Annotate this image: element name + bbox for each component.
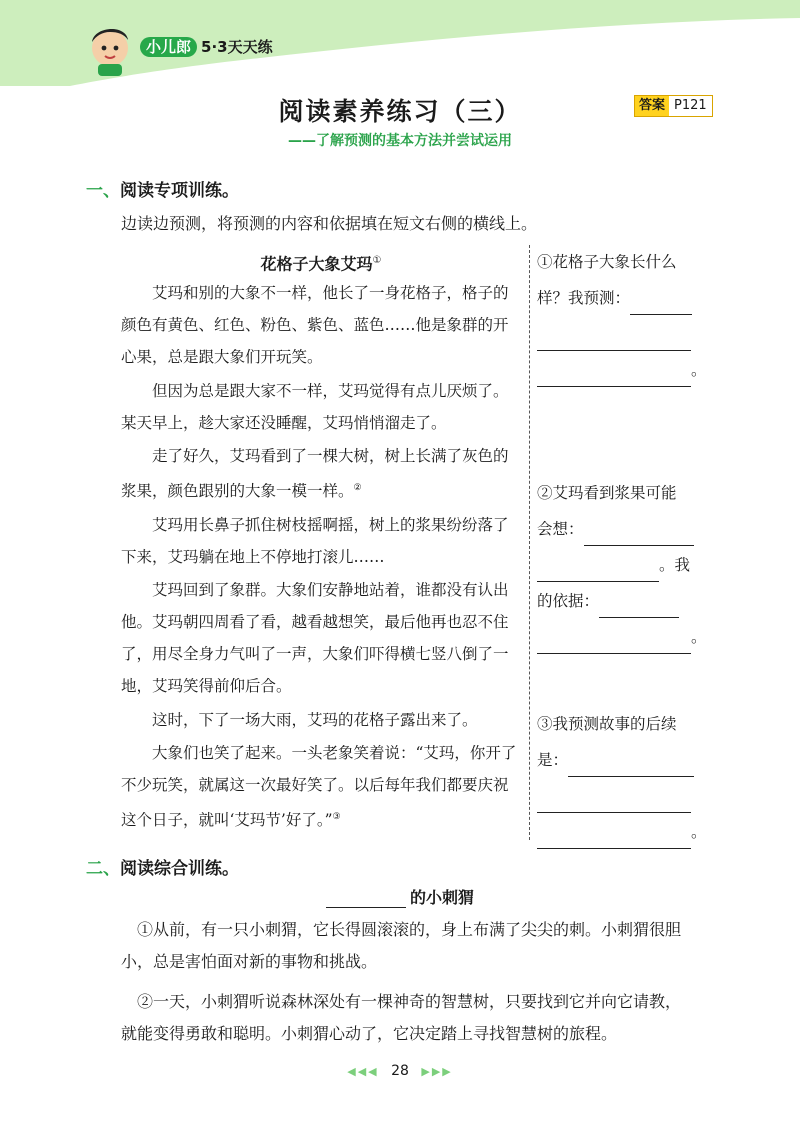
question-text: 会想：: [537, 520, 584, 538]
paragraph-text: 这时，下了一场大雨，艾玛的花格子露出来了。: [152, 710, 478, 729]
footnote-mark-1: ①: [372, 255, 382, 266]
section2-title: 阅读综合训练。: [120, 859, 239, 879]
story-paragraph: [121, 574, 521, 702]
story-paragraph: [121, 737, 521, 836]
question-text: 是：: [537, 751, 569, 769]
paragraph-text: 但因为总是跟大家不一样，艾玛觉得有点儿厌烦了。某天早上，趁大家还没睡醒，艾玛悄悄溜走了。: [121, 381, 509, 432]
question-end: 。: [691, 361, 707, 379]
answer-label: 答案: [635, 96, 669, 116]
page-title: 阅读素养练习（三）: [278, 97, 522, 126]
story2-title: [0, 885, 800, 908]
section1-heading: [86, 176, 239, 201]
answer-blank[interactable]: [537, 559, 659, 582]
answer-blank[interactable]: [584, 523, 694, 546]
section2-number: 二、: [86, 859, 120, 879]
series-name: 5·3天天练: [201, 38, 273, 56]
section1-number: 一、: [86, 181, 120, 201]
page-number: 28: [391, 1063, 409, 1079]
paragraph-text: 艾玛用长鼻子抓住树枝摇啊摇，树上的浆果纷纷落了下来，艾玛躺在地上不停地打滚儿……: [121, 515, 509, 566]
paragraph-text: 大象们也笑了起来。一头老象笑着说：“艾玛，你开了不少玩笑，就属这一次最好笑了。以后每年我们都要庆祝这个日子，就叫‘艾玛节’好了。”: [121, 744, 517, 830]
question-text: ③我预测故事的后续: [537, 715, 677, 733]
answer-blank[interactable]: [537, 631, 691, 654]
paragraph-text: 艾玛回到了象群。大象们安静地站着，谁都没有认出他。艾玛朝四周看了看，越看越想笑，最后他再也忍不住了，用尽全身力气叫了一声，大象们吓得横七竖八倒了一地，艾玛笑得前仰后合。: [121, 581, 509, 696]
question-text: ②艾玛看到浆果可能: [537, 484, 677, 502]
section2-heading: [86, 854, 239, 879]
story-title: [121, 245, 521, 277]
prediction-question-3: [537, 707, 707, 851]
question-text: ①花格子大象长什么: [537, 253, 677, 271]
answer-blank[interactable]: [568, 754, 694, 777]
question-text: 。我: [659, 556, 691, 574]
answer-reference: [634, 95, 713, 117]
question-end: 。: [691, 823, 707, 841]
story-paragraph: [121, 440, 521, 507]
story-paragraph: [121, 704, 521, 736]
title-blank[interactable]: [326, 889, 406, 908]
right-arrows-icon: ▶▶▶: [421, 1065, 453, 1078]
paragraph-text: 艾玛和别的大象不一样，他长了一身花格子，格子的颜色有黄色、红色、粉色、紫色、蓝色……他是象群的开心果，总是跟大象们开玩笑。: [121, 284, 509, 366]
page-subtitle: ——了解预测的基本方法并尝试运用: [288, 133, 512, 149]
story2-title-text: 的小刺猬: [409, 888, 474, 907]
story-paragraph: ②一天，小刺猬听说森林深处有一棵神奇的智慧树，只要找到它并向它请教，就能变得勇敢和聪明。小刺猬心动了，它决定踏上寻找智慧树的旅程。: [121, 992, 682, 1043]
page-footer: [0, 1063, 800, 1079]
story-paragraph: [121, 509, 521, 573]
answer-blank[interactable]: [537, 826, 691, 849]
answer-blank[interactable]: [599, 595, 679, 618]
brand-logo-text: 小儿郎: [140, 37, 197, 57]
question-end: 。: [691, 628, 707, 646]
story-title-text: 花格子大象艾玛: [260, 254, 373, 274]
question-text: 样？我预测：: [537, 289, 631, 307]
footnote-mark-3: ③: [332, 812, 341, 823]
section1-instruction: 边读边预测，将预测的内容和依据填在短文右侧的横线上。: [121, 214, 538, 233]
footnote-mark-2: ②: [353, 483, 362, 493]
story-paragraph: [121, 277, 521, 373]
column-divider: [529, 245, 530, 840]
answer-blank[interactable]: [537, 364, 691, 387]
answer-blank[interactable]: [537, 790, 691, 813]
section1-title: 阅读专项训练。: [120, 181, 239, 201]
paragraph-text: 走了好久，艾玛看到了一棵大树，树上长满了灰色的浆果，颜色跟别的大象一模一样。: [121, 447, 509, 501]
mascot-logo-icon: [84, 20, 136, 76]
answer-page: P121: [669, 96, 712, 116]
left-arrows-icon: ◀◀◀: [347, 1065, 379, 1078]
prediction-question-2: [537, 476, 707, 656]
story-hedgehog: [121, 914, 691, 1058]
story-paragraph: ①从前，有一只小刺猬，它长得圆滚滚的，身上布满了尖尖的刺。小刺猬很胆小，总是害怕面对新的事物和挑战。: [121, 920, 682, 971]
brand-series: [140, 36, 273, 57]
question-text: 的依据：: [537, 592, 600, 610]
story-elmer: [121, 245, 521, 838]
answer-blank[interactable]: [537, 328, 691, 351]
prediction-question-1: [537, 245, 707, 389]
answer-blank[interactable]: [630, 292, 692, 315]
story-paragraph: [121, 375, 521, 439]
